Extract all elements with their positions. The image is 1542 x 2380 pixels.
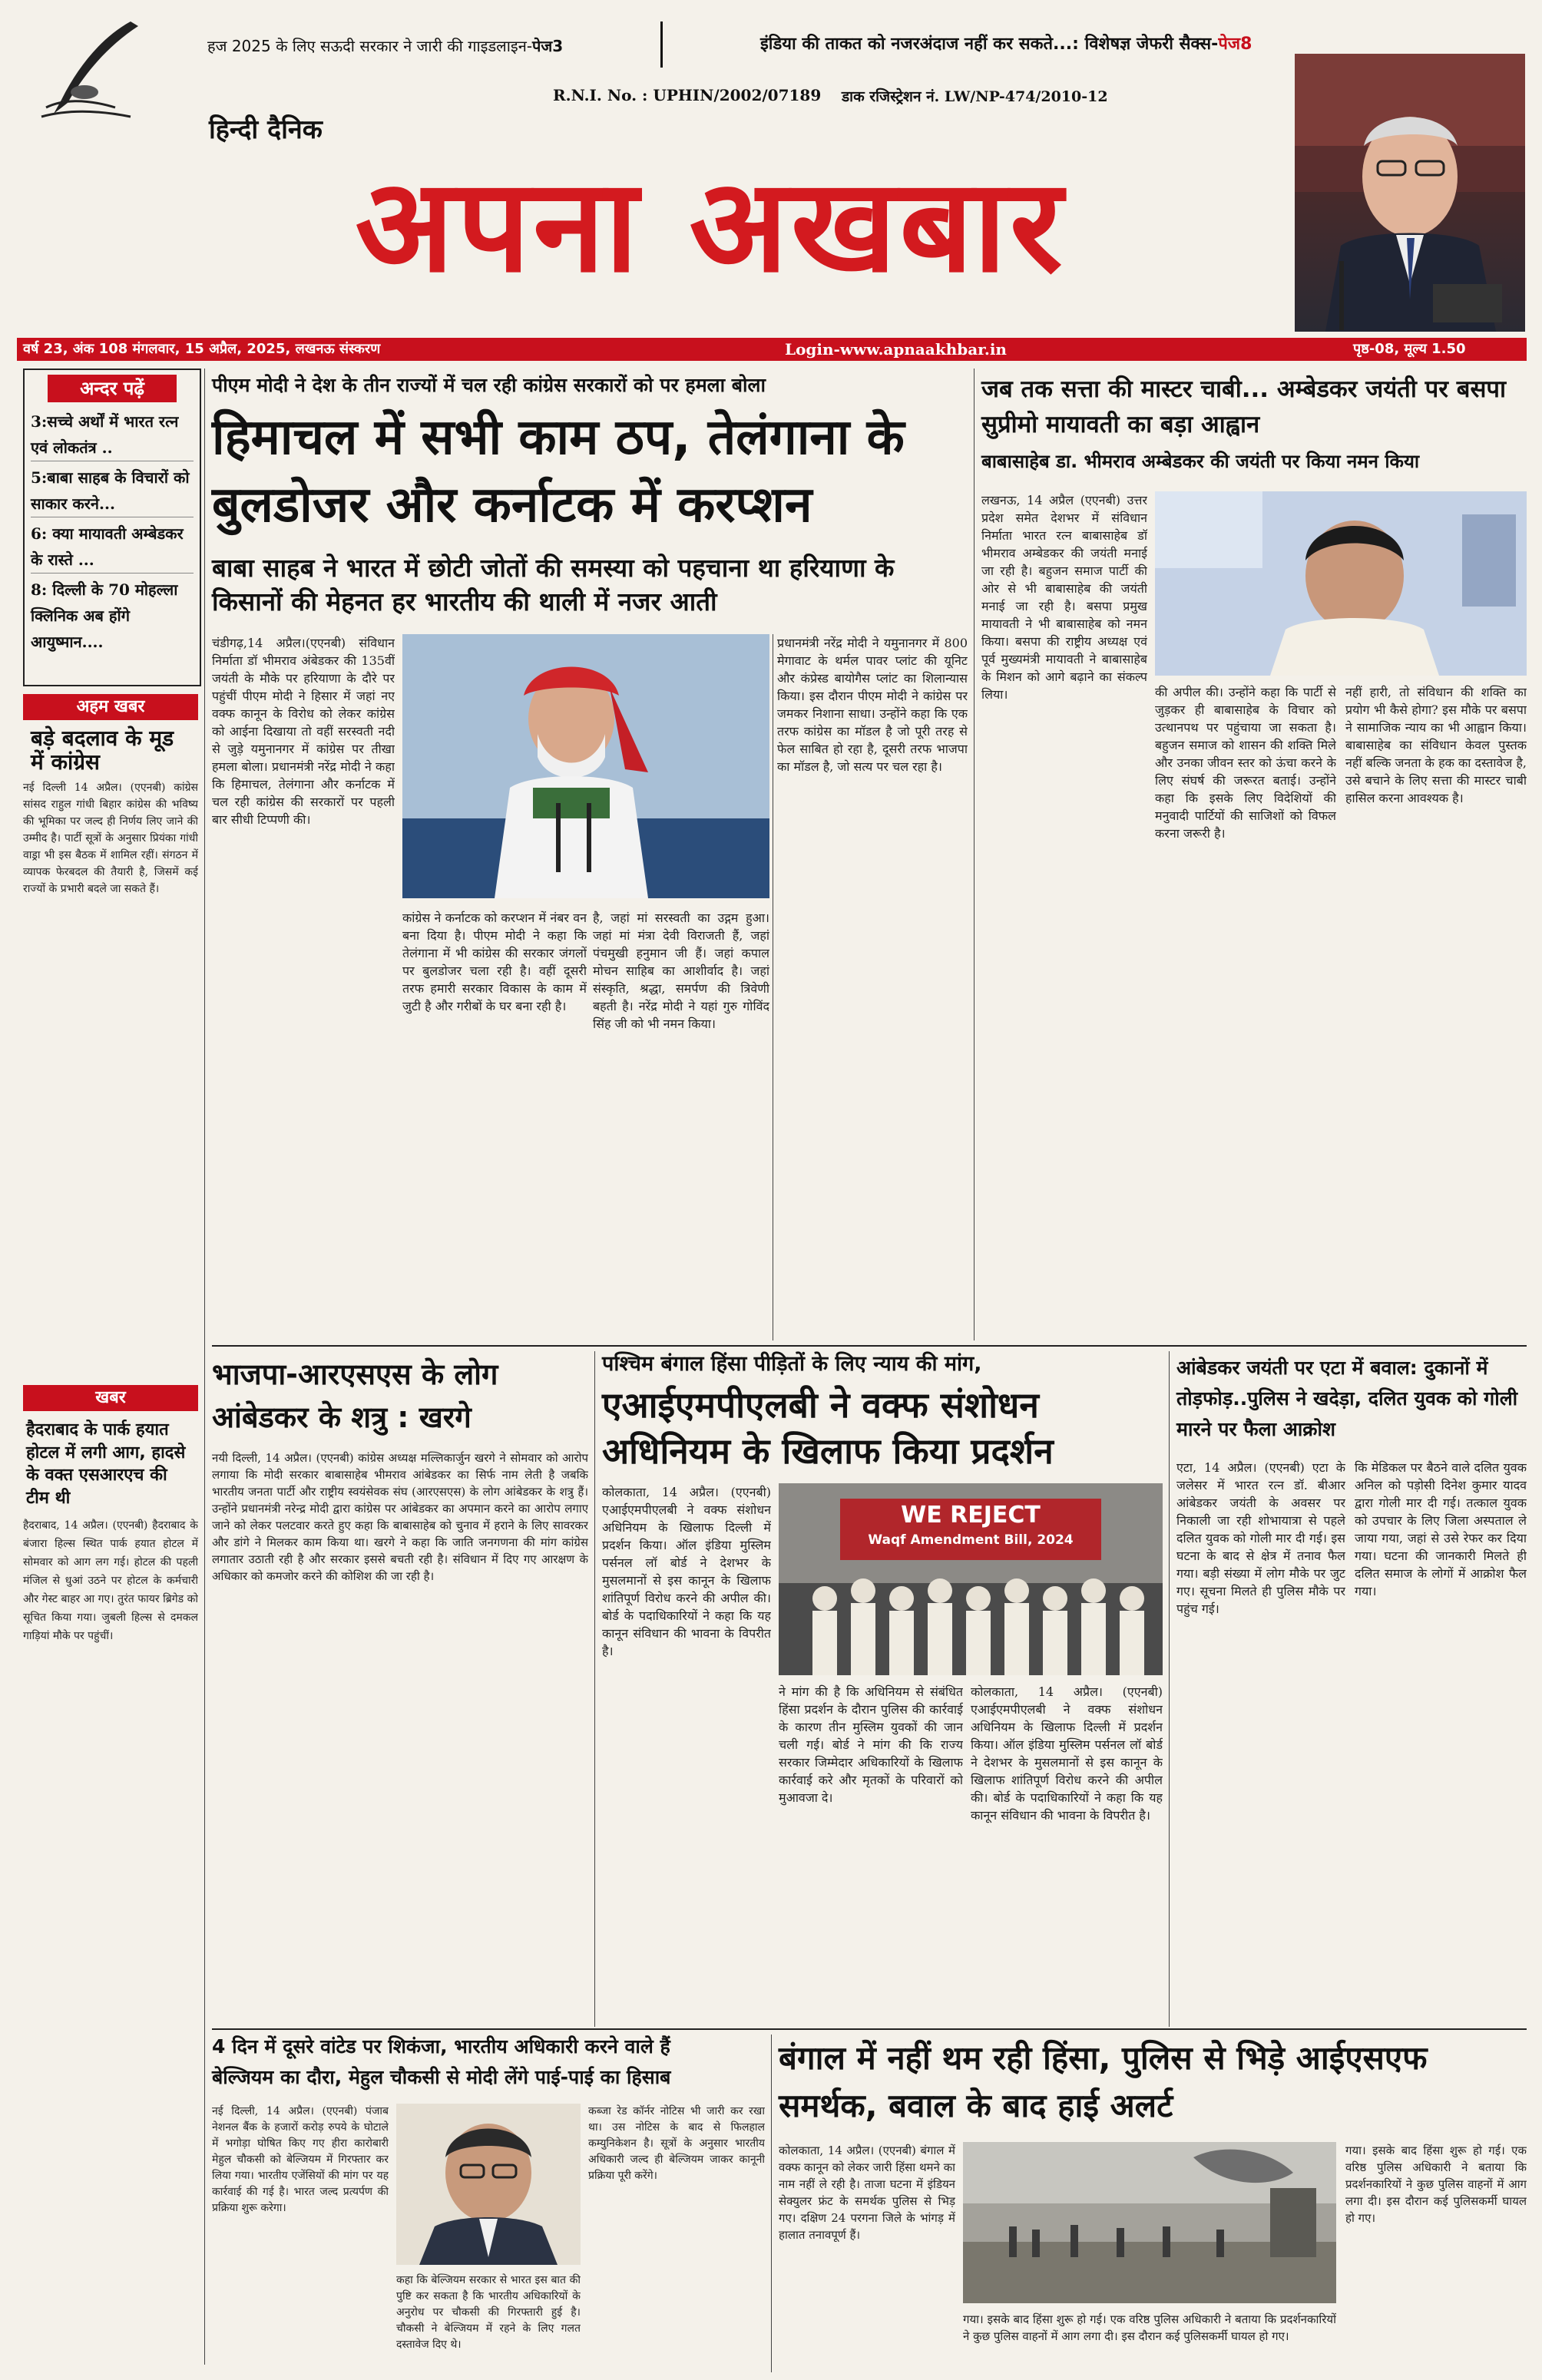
bengal-col-2: गया। इसके बाद हिंसा शुरू हो गई। एक वरिष्ठ पुलिस अधिकारी ने बताया कि प्रदर्शनकारियों ने कुछ पुलिस वाहनों में आग लगा दी। इस दौरान कई पुलिसकर्मी घायल हो गए। (963, 2312, 1336, 2343)
lead-headline[interactable]: हिमाचल में सभी काम ठप, तेलंगाना के बुलडोजर और कर्नाटक में करप्शन (212, 409, 905, 534)
bsp-subhead: बाबासाहेब डा. भीमराव अम्बेडकर की जयंती पर किया नमन किया (981, 451, 1420, 472)
bsp-col-1: लखनऊ, 14 अप्रैल (एएनबी) उत्तर प्रदेश समेत देशभर में संविधान निर्माता भारत रत्न बाबासाहेब डॉ भीमराव अम्बेडकर की जयंती मनाई जा रही है। बहुजन समाज पार्टी की ओर से भी बाबासाहेब की जयंती मनाई जा रही है। बसपा प्रमुख मायावती ने भी बाबासाहेब को नमन किया। बसपा की राष्ट्रीय अध्यक्ष एवं पूर्व मुख्यमंत्री मायावती ने बाबासाहेब के मिशन को आगे बढ़ाने का संकल्प लिया। (981, 493, 1147, 702)
bengal-col-1: कोलकाता, 14 अप्रैल। (एएनबी) बंगाल में वक्फ कानून को लेकर जारी हिंसा थमने का नाम नहीं ले रही है। ताजा घटना में इंडियन सेक्युलर फ्रंट के समर्थक पुलिस से भिड़ गए। दक्षिण 24 परगना जिले के भांगड़ में हालात तनावपूर्ण हैं। (779, 2144, 955, 2242)
promo-left-text: हज 2025 के लिए सऊदी सरकार ने जारी की गाइडलाइन- (207, 37, 533, 55)
bsp-headline[interactable]: जब तक सत्ता की मास्टर चाबी... अम्बेडकर जयंती पर बसपा सुप्रीमो मायावती का बड़ा आह्वान (981, 375, 1507, 438)
news-headline[interactable]: बड़े बदलाव के मूड में कांग्रेस (31, 726, 174, 775)
khabar-headline[interactable]: हैदराबाद के पार्क हयात होटल में लगी आग, हादसे के वक्त एसआरएच की टीम थी (26, 1420, 186, 1509)
sidebar-news (23, 694, 198, 1376)
portrait-illustration (396, 2104, 581, 2265)
portrait-illustration (1295, 54, 1525, 332)
promo-right-page: पेज8 (1218, 35, 1252, 54)
mehul-rule (771, 2035, 772, 2372)
quill-pen-icon (31, 15, 146, 123)
bsp-col-3: नहीं हारी, तो संविधान की शक्ति का प्रयोग भी कैसे होगा? इस मौके पर बसपा ने सामाजिक न्याय का भी आह्वान किया। बाबासाहेब का संविधान केवल पुस्तक नहीं बल्कि जनता के हक का दस्तावेज है, उसे बचाने के लिए सत्ता की मास्टर चाबी हासिल करना आवश्यक है। (1345, 685, 1527, 805)
sidebar-inside (23, 369, 201, 686)
section-rule (212, 1345, 1527, 1347)
inside-item[interactable]: 5:बाबा साहब के विचारों को साकार करने... (31, 464, 194, 517)
etah-col-1: एटा, 14 अप्रैल। (एएनबी) एटा के जलेसर में भारत रत्न डॉ. बीआर आंबेडकर जयंती के अवसर पर निकाली जा रही शोभायात्रा से पहले दलित युवक को गोली मार दी गई। इस घटना के बाद से क्षेत्र में तनाव फैल गया। बड़ी संख्या में लोग मौके पर जुट गए। सूचना मिलते ही पुलिस मौके पर पहुंच गई। (1176, 1460, 1345, 1616)
sidebar-rule (204, 369, 205, 2365)
mehul-kicker: 4 दिन में दूसरे वांटेड पर शिकंजा, भारतीय अधिकारी करने वाले हैं (212, 2035, 670, 2058)
promo-right-text: इंडिया की ताकत को नजरअंदाज नहीं कर सकते...: विशेषज्ञ जेफरी सैक्स- (760, 35, 1219, 54)
masthead-title: अपना अखबार (355, 149, 1066, 301)
bengal-headline[interactable]: बंगाल में नहीं थम रही हिंसा, पुलिस से भिड़े आईएसएफ समर्थक, बवाल के बाद हाई अलर्ट (779, 2039, 1428, 2124)
lead-col-4: है, जहां मां सरस्वती का उद्गम हुआ। जहां मां मंत्रा देवी विराजती हैं, जहां पंचमुखी हनुमान जी हैं। जहां कपाल मोचन साहिब का आशीर्वाद है। जहां संस्कृति, श्रद्धा, समर्पण की त्रिवेणी बहती है। नरेंद्र मोदी ने यहां गुरु गोविंद सिंह जी को भी नमन किया। (593, 911, 769, 1031)
banner-text: WE REJECT (901, 1502, 1041, 1529)
page-price: पृष्ठ-08, मूल्य 1.50 (1353, 341, 1466, 357)
promo-left-page: पेज3 (532, 37, 564, 55)
etah-col-2: कि मेडिकल पर बैठने वाले दलित युवक अनिल को पड़ोसी दिनेश कुमार यादव द्वारा गोली मार दी गई। तत्काल युवक को उपचार के लिए जिला अस्पताल ले जाया गया, जहां से उसे रेफर कर दिया गया। घटना की जानकारी मिलते ही दलित समाज के लोगों में आक्रोश फैल गया। (1355, 1460, 1527, 1598)
sidebar-khabar (23, 1385, 198, 2368)
promo-divider (660, 21, 663, 68)
mehul-headline[interactable]: बेल्जियम का दौरा, मेहुल चौकसी से मोदी लेंगे पाई-पाई का हिसाब (212, 2066, 671, 2088)
mehul-col-2: कहा कि बेल्जियम सरकार से भारत इस बात की पुष्टि कर सकता है कि भारतीय अधिकारियों के अनुरोध पर चौकसी की गिरफ्तारी हुई है। चौकसी ने बेल्जियम में रहने के लिए गलत दस्तावेज दिए थे। (396, 2274, 581, 2351)
modi-photo (402, 634, 769, 898)
banner-subtext: Waqf Amendment Bill, 2024 (868, 1532, 1074, 1548)
jeffrey-sachs-photo (1295, 54, 1525, 332)
bengal-col-3: गया। इसके बाद हिंसा शुरू हो गई। एक वरिष्ठ पुलिस अधिकारी ने बताया कि प्रदर्शनकारियों ने कुछ पुलिस वाहनों में आग लगा दी। इस दौरान कई पुलिसकर्मी घायल हो गए। (1345, 2144, 1527, 2225)
mehul-choksi-photo (396, 2104, 581, 2265)
kharge-headline[interactable]: भाजपा-आरएसएस के लोग आंबेडकर के शत्रु : खरगे (212, 1357, 498, 1434)
middle-rule (974, 369, 975, 1340)
waqf-rule (1169, 1351, 1170, 2027)
lead-col-1: चंडीगढ़,14 अप्रैल।(एएनबी) संविधान निर्माता डॉ भीमराव अंबेडकर की 135वीं जयंती के मौके पर हरियाणा के दौरे पर पहुंचीं पीएम मोदी ने हिसार में जहां नए वक्फ कानून के विरोध को लेकर कांग्रेस को आईना दिखाया तो वहीं सरस्वती नदी से जुड़े यमुनानगर में कांग्रेस पर तीखा हमला बोला। प्रधानमंत्री नरेंद्र मोदी ने कहा कि हिमाचल, तेलंगाना और कर्नाटक में चल रही कांग्रेस की सरकारों पर पहली बार सीधी टिप्पणी की। (212, 636, 395, 827)
etah-headline[interactable]: आंबेडकर जयंती पर एटा में बवाल: दुकानों में तोड़फोड़..पुलिस ने खदेड़ा, दलित युवक को गोली मारने पर फैला आक्रोश (1176, 1357, 1518, 1440)
inside-item[interactable]: 6: क्या मायावती अम्बेडकर के रास्ते ... (31, 521, 194, 574)
khabar-title: खबर (23, 1385, 198, 1411)
issue-strip (17, 338, 1527, 361)
lead-col-3: कांग्रेस ने कर्नाटक को करप्शन में नंबर वन बना दिया है। पीएम मोदी ने कहा कि तेलंगाना में भी कांग्रेस की सरकार जंगलों पर बुलडोजर चला रही है। वहीं दूसरी तरफ हमारी सरकार विकास के काम में जुटी है और गरीबों के घर बना रही है। (402, 911, 587, 1013)
speech-illustration (402, 634, 769, 898)
inside-item[interactable]: 8: दिल्ली के 70 मोहल्ला क्लिनिक अब होंगे आयुष्मान.... (31, 580, 178, 651)
promo-right[interactable] (760, 28, 1298, 61)
waqf-kicker: पश्चिम बंगाल हिंसा पीड़ितों के लिए न्याय की मांग, (602, 1352, 982, 1376)
street-illustration (963, 2142, 1336, 2303)
masthead-area (0, 0, 1542, 338)
issue-info: वर्ष 23, अंक 108 मंगलवार, 15 अप्रैल, 2025, लखनऊ संस्करण (23, 341, 381, 357)
bsp-col-2: की अपील की। उन्होंने कहा कि पार्टी से जुड़कर ही बाबासाहेब के विचार को उत्थानपथ पर पहुंचाया जा सकता है। बहुजन समाज को शासन की शक्ति मिले और उनका जीवन स्तर को ऊंचा करने के लिए संघर्ष की जरूरत बताई। उन्होंने कहा कि इसके लिए विदेशियों की मनुवादी पार्टियों की साजिशों को विफल करना जरूरी है। (1155, 685, 1336, 841)
kharge-rule (594, 1351, 595, 2027)
news-title: अहम खबर (23, 694, 198, 720)
promo-left[interactable] (207, 31, 637, 61)
waqf-col-3: कोलकाता, 14 अप्रैल। (एएनबी) एआईएमपीएलबी ने वक्फ संशोधन अधिनियम के खिलाफ दिल्ली में प्रदर्शन किया। ऑल इंडिया मुस्लिम पर्सनल लॉ बोर्ड ने देशभर के मुसलमानों से इस कानून के खिलाफ शांतिपूर्ण विरोध करने की अपील की। बोर्ड के पदाधिकारियों ने कहा कि यह कानून संविधान की भावना के विपरीत है। (971, 1684, 1163, 1823)
waqf-protest-photo (779, 1483, 1163, 1675)
waqf-col-1: कोलकाता, 14 अप्रैल। (एएनबी) एआईएमपीएलबी ने वक्फ संशोधन अधिनियम के खिलाफ दिल्ली में प्रदर्शन किया। ऑल इंडिया मुस्लिम पर्सनल लॉ बोर्ड ने देशभर के मुसलमानों से इस कानून के खिलाफ शांतिपूर्ण विरोध करने की अपील की। बोर्ड के पदाधिकारियों ने कहा कि यह कानून संविधान की भावना के विपरीत है। (602, 1485, 771, 1658)
login-link[interactable]: Login-www.apnaakhbar.in (785, 340, 1007, 359)
inside-item[interactable]: 3:सच्चे अर्थों में भारत रत्न एवं लोकतंत्र .. (31, 408, 194, 461)
lead-subhead: बाबा साहब ने भारत में छोटी जोतों की समस्या को पहचाना था हरियाणा के किसानों की मेहनत हर भारतीय की थाली में नजर आती (212, 553, 895, 616)
lead-col-2: प्रधानमंत्री नरेंद्र मोदी ने यमुनानगर में 800 मेगावाट के थर्मल पावर प्लांट की यूनिट और कंप्रेस्ड बायोगैस प्लांट का शिलान्यास किया। इस दौरान पीएम मोदी ने कांग्रेस पर जमकर निशाना साधा। उन्होंने कहा कि एक तरफ कांग्रेस का मॉडल है जो पूरी तरह से फेल साबित हो रहा है, दूसरी तरफ भाजपा का मॉडल है, जो सत्य पर चल रहा है। (777, 636, 968, 774)
inside-title: अन्दर पढ़ें (48, 375, 177, 402)
waqf-col-2: ने मांग की है कि अधिनियम से संबंधित हिंसा प्रदर्शन के दौरान पुलिस की कार्रवाई के कारण तीन मुस्लिम युवकों की जान चली गई। बोर्ड ने मांग की कि राज्य सरकार जिम्मेदार अधिकारियों के खिलाफ कार्रवाई करे और मृतकों के परिवारों को मुआवजा दे। (779, 1684, 963, 1805)
khabar-body: हैदराबाद, 14 अप्रैल। (एएनबी) हैदराबाद के बंजारा हिल्स स्थित पार्क हयात होटल में सोमवार को आग लग गई। होटल की पहली मंजिल से धुआं उठने पर होटल के कर्मचारी और गेस्ट बाहर आ गए। तुरंत फायर ब्रिगेड को सूचित किया गया। जुबली हिल्स से दमकल गाड़ियां मौके पर पहुंचीं। (23, 1519, 198, 1642)
mehul-col-3: कब्जा रेड कॉर्नर नोटिस भी जारी कर रखा था। उस नोटिस के बाद से फिलहाल कम्युनिकेशन है। सूत्रों के अनुसार भारतीय अधिकारी जल्द ही बेल्जियम जाकर कानूनी प्रक्रिया पूरी करेंगे। (588, 2105, 765, 2182)
postal-number: डाक रजिस्ट्रेशन नं. LW/NP-474/2010-12 (842, 88, 1108, 105)
portrait-illustration (1155, 491, 1527, 676)
section-rule (212, 2028, 1527, 2030)
rni-number: R.N.I. No. : UPHIN/2002/07189 (553, 86, 822, 104)
waqf-headline[interactable]: एआईएमपीएलबी ने वक्फ संशोधन अधिनियम के खिलाफ किया प्रदर्शन (602, 1384, 1054, 1472)
tagline: हिन्दी दैनिक (209, 114, 323, 145)
kharge-body: नयी दिल्ली, 14 अप्रैल। (एएनबी) कांग्रेस अध्यक्ष मल्लिकार्जुन खरगे ने सोमवार को आरोप लगाया कि मोदी सरकार बाबासाहेब भीमराव आंबेडकर का सिर्फ नाम लेती है जबकि भारतीय जनता पार्टी और राष्ट्रीय स्वयंसेवक संघ (आरएसएस) के लोग आंबेडकर के शत्रु हैं। उन्होंने प्रधानमंत्री नरेन्द्र मोदी द्वारा कांग्रेस पर आंबेडकर का अपमान करने का आरोप लगाए जाने को लेकर पलटवार करते हुए कहा कि बाबासाहेब को चुनाव में हराने के लिए सावरकर और डांगे ने मिलकर काम किया था। खरगे ने कहा कि जाति जनगणना की मांग कांग्रेस लगातार उठाती रही है और सरकार इससे बचती रही है। संविधान में दिए गए आरक्षण के अधिकार को कमजोर करने की कोशिश की जा रही है। (212, 1451, 588, 1583)
bengal-clash-photo (963, 2142, 1336, 2303)
lead-kicker: पीएम मोदी ने देश के तीन राज्यों में चल रही कांग्रेस सरकारों को पर हमला बोला (212, 374, 766, 396)
mayawati-photo (1155, 491, 1527, 676)
mehul-col-1: नई दिल्ली, 14 अप्रैल। (एएनबी) पंजाब नेशनल बैंक के हजारों करोड़ रुपये के घोटाले में भगोड़ा घोषित किए गए हीरा कारोबारी मेहुल चौकसी को बेल्जियम में गिरफ्तार कर लिया गया। भारतीय एजेंसियों की मांग पर यह कार्रवाई की गई है। भारत जल्द प्रत्यर्पण की प्रक्रिया शुरू करेगा। (212, 2105, 389, 2214)
news-body: नई दिल्ली 14 अप्रैल। (एएनबी) कांग्रेस सांसद राहुल गांधी बिहार कांग्रेस की भविष्य की भूमिका पर जल्द ही निर्णय लिए जाने की उम्मीद है। पार्टी सूत्रों के अनुसार प्रियंका गांधी वाड्रा भी इस बैठक में शामिल रहीं। संगठन में व्यापक फेरबदल की तैयारी है, जिसमें कई राज्यों के प्रभारी बदले जा सकते हैं। (23, 781, 198, 895)
